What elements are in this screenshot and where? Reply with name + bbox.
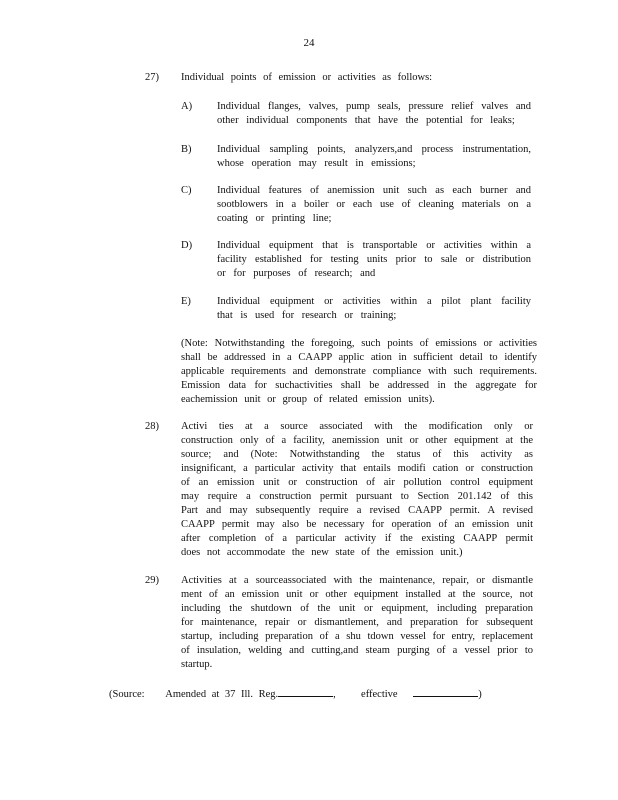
item-number: 27) <box>145 72 159 83</box>
subitem-c <box>181 184 531 226</box>
source-effective: effective <box>361 689 398 700</box>
source-note <box>109 685 559 702</box>
subitem-letter: A) <box>181 101 193 112</box>
source-amended: Amended at 37 Ill. Reg. <box>165 689 279 700</box>
source-open: (Source: <box>109 689 145 700</box>
item-29-text: Activities at a sourceassociated with the maintenance, repair, or dismantle ment of an emission unit or other equipment installed at the source, not including the shutdown of the unit or equipment, including preparation for maintenance, repair or dismantlement, and preparation for subsequent startup, including preparation of a shu tdown vessel for entry, replacement of insulation, welding and cutting,and steam purging of a vessel prior to startup. <box>181 575 533 670</box>
subitem-letter: E) <box>181 296 191 307</box>
item-number: 28) <box>145 421 159 432</box>
subitem-text: Individual equipment that is transportable or activities within a facility established for testing units prior to sale or distribution or for purposes of research; and <box>217 240 531 279</box>
subitem-text: Individual features of anemission unit such as each burner and sootblowers in a boiler or each use of cleaning materials on a coating or printing line; <box>217 185 531 224</box>
subitem-text: Individual flanges, valves, pump seals, pressure relief valves and other individual components that have the potential for leaks; <box>217 101 531 126</box>
register-blank <box>278 685 333 697</box>
subitem-text: Individual equipment or activities within a pilot plant facility that is used for research or training; <box>217 296 531 321</box>
item-number: 29) <box>145 575 159 586</box>
subitem-text: Individual sampling points, analyzers,and process instrumentation, whose operation may result in emissions; <box>217 144 531 169</box>
item-28-text: Activi ties at a source associated with the modification only or construction only of a facility, anemission unit or other equipment at the source; and (Note: Notwithstanding the status of this activity as insignificant, a particular activity that entails modifi cation or construction of an emission unit or construction of air pollution control equipment may require a construction permit pursuant to Section 201.142 of this Part and may subsequently require a revised CAAPP permit. A revised CAAPP permit may also be necessary for operation of an emission unit after completion of a particular activity if the existing CAAPP permit does not accommodate the new state of the emission unit.) <box>181 421 533 558</box>
effective-date-blank <box>413 685 478 697</box>
subitem-letter: C) <box>181 185 192 196</box>
subitem-d <box>181 239 531 281</box>
subitem-letter: D) <box>181 240 193 251</box>
subitem-e <box>181 295 531 323</box>
page-number: 24 <box>303 37 315 49</box>
subitem-b <box>181 143 531 171</box>
source-close: ) <box>478 689 482 700</box>
source-comma: , <box>333 689 336 700</box>
item-27-heading <box>145 71 545 85</box>
subitem-letter: B) <box>181 144 192 155</box>
item-27-note: (Note: Notwithstanding the foregoing, such points of emissions or activities shall be addressed in a CAAPP applic ation in sufficient detail to identify applicable requirements and demonstrate compliance with such requirements. Emission data for suchactivities shall be addressed in the aggregate for eachemission unit or group of related emission units). <box>181 338 537 405</box>
item-text: Individual points of emission or activities as follows: <box>181 72 433 83</box>
subitem-a <box>181 100 531 128</box>
